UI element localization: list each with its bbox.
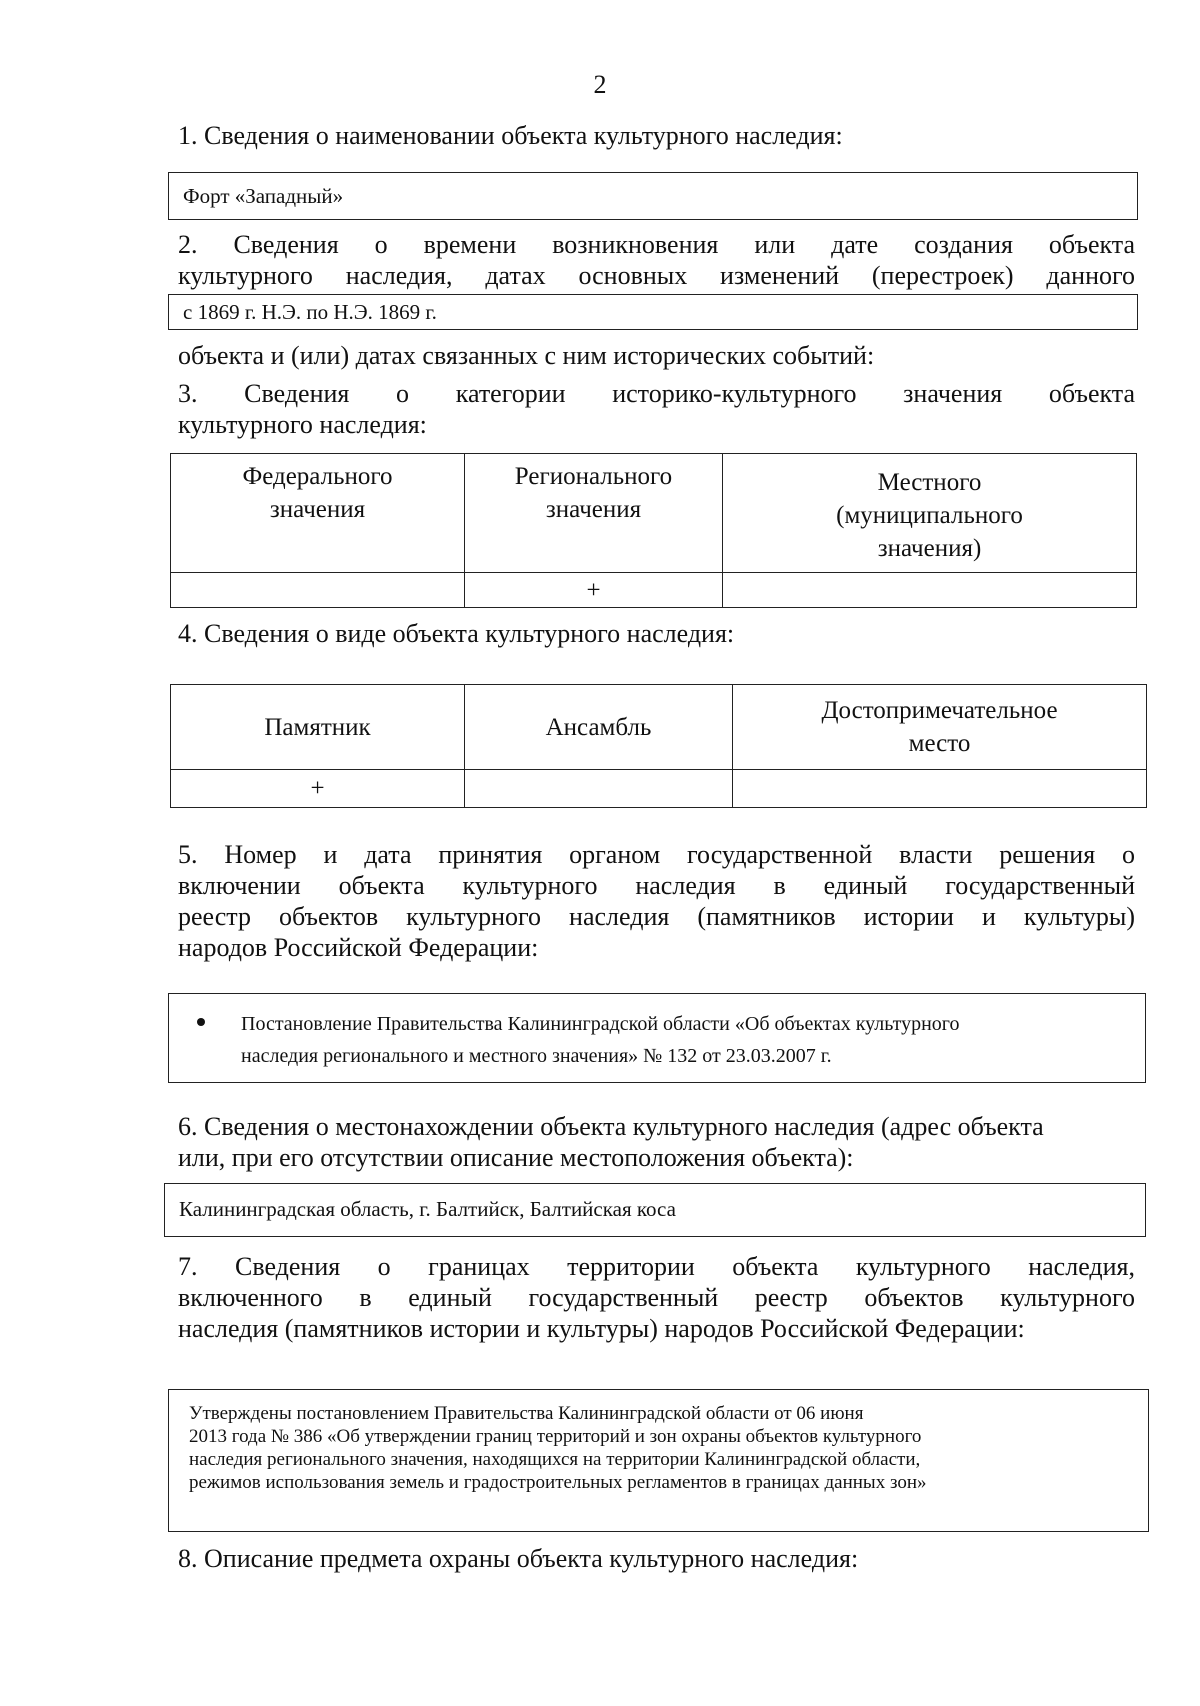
category-local-mark	[723, 573, 1137, 608]
category-regional-header: Регионального значения	[465, 454, 723, 573]
section-7-line-1: 7. Сведения о границах территории объекта культурного наследия,	[178, 1252, 1135, 1281]
location-value: Калининградская область, г. Балтийск, Балтийская коса	[179, 1197, 676, 1221]
category-table	[170, 453, 1137, 608]
section-7-heading	[178, 1251, 1135, 1344]
section-5-line-3: реестр объектов культурного наследия (памятников истории и культуры)	[178, 902, 1135, 931]
section-3-line-1: 3. Сведения о категории историко-культурного значения объекта	[178, 379, 1135, 408]
section-2-line-3: объекта и (или) датах связанных с ним исторических событий:	[178, 341, 875, 370]
location-box	[164, 1183, 1146, 1237]
boundaries-value: Утверждены постановлением Правительства Калининградской области от 06 июня 2013 года № 386 «Об утверждении границ территорий и зон охраны объектов культурного наследия регионального значения, находящихся на территории Калининградской области, режимов использования земель и градостроительных регламентов в границах данных зон»	[189, 1403, 927, 1493]
creation-date-value: с 1869 г. Н.Э. по Н.Э. 1869 г.	[183, 300, 437, 324]
bullet-icon	[197, 1018, 205, 1026]
section-2-line-2: культурного наследия, датах основных изменений (перестроек) данного	[178, 261, 1135, 290]
section-5-line-4: народов Российской Федерации:	[178, 933, 539, 962]
section-5-line-1: 5. Номер и дата принятия органом государственной власти решения о	[178, 840, 1135, 869]
type-landmark-mark	[733, 770, 1147, 808]
type-ensemble-header: Ансамбль	[465, 685, 733, 770]
type-ensemble-mark	[465, 770, 733, 808]
type-monument-header: Памятник	[171, 685, 465, 770]
section-7-line-2: включенного в единый государственный реестр объектов культурного	[178, 1283, 1135, 1312]
category-regional-mark: +	[465, 573, 723, 608]
object-name-box	[168, 172, 1138, 220]
section-2-line-1: 2. Сведения о времени возникновения или дате создания объекта	[178, 230, 1135, 259]
register-decision-value: Постановление Правительства Калининградской области «Об объектах культурного наследия регионального и местного значения» № 132 от 23.03.2007 г.	[241, 1013, 960, 1067]
section-3-line-2: культурного наследия:	[178, 410, 427, 439]
section-5-heading	[178, 839, 1135, 963]
register-decision-box	[168, 993, 1146, 1083]
category-federal-header: Федерального значения	[171, 454, 465, 573]
section-6-line-1: 6. Сведения о местонахождении объекта культурного наследия (адрес объекта	[178, 1112, 1044, 1141]
section-5-line-2: включении объекта культурного наследия в единый государственный	[178, 871, 1135, 900]
page-number: 2	[593, 70, 607, 99]
type-monument-mark: +	[171, 770, 465, 808]
creation-date-box	[168, 294, 1138, 330]
object-type-table	[170, 684, 1147, 808]
section-2-heading	[178, 229, 1135, 291]
section-8-heading: 8. Описание предмета охраны объекта культурного наследия:	[178, 1544, 859, 1573]
section-7-line-3: наследия (памятников истории и культуры) народов Российской Федерации:	[178, 1314, 1025, 1343]
section-6-line-2: или, при его отсутствии описание местоположения объекта):	[178, 1143, 854, 1172]
type-landmark-header: Достопримечательное место	[733, 685, 1147, 770]
category-local-header: Местного (муниципального значения)	[723, 454, 1137, 573]
section-3-heading	[178, 378, 1135, 440]
object-name-value: Форт «Западный»	[183, 184, 344, 208]
section-4-heading: 4. Сведения о виде объекта культурного наследия:	[178, 619, 735, 648]
section-1-heading: 1. Сведения о наименовании объекта культурного наследия:	[178, 121, 843, 150]
boundaries-box	[168, 1389, 1149, 1532]
section-6-heading	[178, 1111, 1135, 1173]
category-federal-mark	[171, 573, 465, 608]
